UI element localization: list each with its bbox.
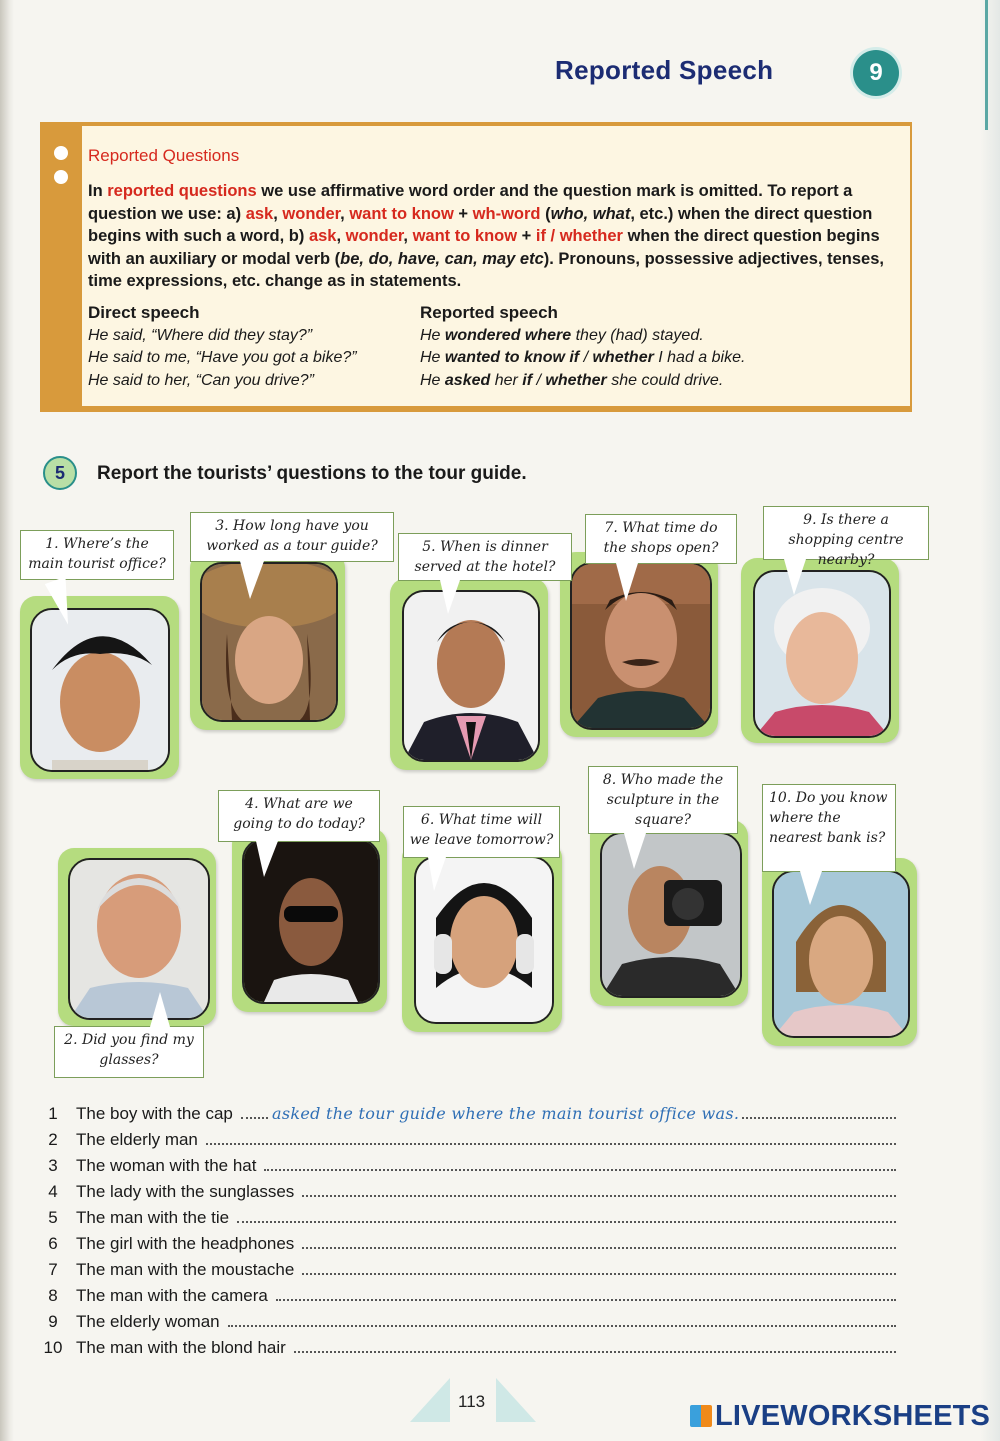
text-run: + [453, 204, 473, 223]
unit-number-badge: 9 [853, 50, 899, 96]
speech-bubble-5: 5. When is dinner served at the hotel? [398, 533, 572, 581]
text-run: if [522, 371, 533, 389]
speech-bubble-6: 6. What time will we leave tomorrow? [403, 806, 560, 858]
row-number: 3 [48, 1156, 58, 1175]
text-run: wondered where [444, 326, 572, 344]
elderly-woman-photo [753, 570, 891, 738]
text-run: , [403, 227, 413, 246]
row-label: The man with the moustache [76, 1260, 295, 1279]
book-spine-shadow [0, 0, 14, 1441]
text-run: / [532, 371, 546, 389]
row-number: 5 [48, 1208, 58, 1227]
text-run: whether [545, 371, 607, 389]
answer-row [40, 1124, 896, 1150]
speech-bubble-4: 4. What are we going to do today? [218, 790, 380, 842]
reported-speech-example [420, 347, 745, 370]
grammar-explanation [88, 180, 898, 293]
text-run: He [420, 371, 445, 389]
man-with-tie-photo [402, 590, 540, 762]
photo-frame-woman-hat [190, 552, 345, 730]
page-number: 113 [458, 1392, 486, 1411]
speech-bubble-1: 1. Where’s the main tourist office? [20, 530, 174, 580]
row-label: The man with the camera [76, 1286, 268, 1305]
speech-bubble-10: 10. Do you know where the nearest bank is? [762, 784, 896, 872]
text-run: wonder [345, 227, 404, 246]
text-run: wanted to know if [444, 349, 580, 366]
row-label: The elderly man [76, 1130, 198, 1149]
direct-speech-example: He said to her, “Can you drive?” [88, 371, 314, 389]
text-run: reported questions [107, 182, 257, 200]
text-run: be, do, have, can, may etc [340, 249, 544, 268]
row-label: The lady with the sunglasses [76, 1182, 295, 1201]
text-run: , etc.) when the direct question begins with such a word, b) [88, 204, 873, 246]
answer-input[interactable] [302, 1263, 896, 1275]
direct-speech-example: He said to me, “Have you got a bike?” [88, 349, 357, 366]
speech-bubble-8: 8. Who made the sculpture in the square? [588, 766, 738, 834]
text-run: want to know [349, 204, 454, 223]
woman-with-hat-photo [200, 562, 338, 722]
speech-bubble-tail [616, 563, 638, 601]
text-run: ask [245, 204, 274, 223]
speech-bubble-tail [440, 580, 460, 614]
speech-bubble-tail [240, 561, 264, 599]
speech-bubble-tail [428, 857, 446, 891]
text-run: if / whether [535, 227, 623, 246]
text-run: when the direct question begins with an auxiliary or modal verb ( [88, 227, 880, 268]
reported-speech-example [420, 325, 745, 348]
grammar-panel [82, 126, 910, 406]
text-run: asked [444, 371, 491, 389]
answer-row [40, 1176, 896, 1202]
text-run: who, what [550, 204, 631, 223]
man-with-blond-hair-photo [772, 870, 910, 1038]
answer-input[interactable] [264, 1159, 896, 1171]
liveworksheets-logo [690, 1400, 990, 1433]
text-run: , [273, 204, 283, 223]
text-run: they (had) stayed. [571, 326, 704, 344]
exercise-instruction: Report the tourists’ questions to the tour guide. [97, 463, 527, 484]
answer-input[interactable] [237, 1211, 896, 1223]
row-label: The man with the blond hair [76, 1338, 286, 1357]
text-run: whether [592, 349, 654, 366]
row-label: The man with the tie [76, 1208, 230, 1227]
answer-row [40, 1332, 896, 1358]
liveworksheets-icon [690, 1405, 712, 1427]
answer-row [40, 1098, 896, 1124]
speech-bubble-tail [150, 992, 170, 1027]
answer-row [40, 1228, 896, 1254]
text-run: , [336, 227, 346, 246]
photo-frame-man-tie [390, 578, 548, 770]
answer-example-text: asked the tour guide where the main tourist office was. [272, 1104, 740, 1123]
speech-bubble-tail [784, 559, 806, 595]
speech-bubble-tail [256, 841, 278, 877]
page-edge [980, 0, 1000, 1441]
photo-frame-girl-headphones [402, 842, 562, 1032]
answer-input[interactable] [302, 1185, 896, 1197]
speech-bubble-9: 9. Is there a shopping centre nearby? [763, 506, 929, 560]
text-run: wonder [282, 204, 341, 223]
row-number: 9 [48, 1312, 58, 1331]
row-number: 1 [48, 1104, 58, 1123]
text-run: wh-word [472, 204, 541, 223]
row-label: The girl with the headphones [76, 1234, 295, 1253]
photo-frame-elderly-man [58, 848, 216, 1026]
text-run: ). Pronouns, possessive adjectives, tenses, time expressions, etc. change as in statements. [88, 249, 884, 291]
answer-row [40, 1202, 896, 1228]
bullet-icon [54, 146, 68, 160]
answer-row [40, 1150, 896, 1176]
photo-frame-boy [20, 596, 179, 779]
speech-bubble-7: 7. What time do the shops open? [585, 514, 737, 564]
page-title: Reported Speech [555, 55, 774, 85]
row-label: The woman with the hat [76, 1156, 257, 1175]
answer-input[interactable] [294, 1341, 896, 1353]
photo-frame-man-camera [590, 820, 748, 1006]
direct-speech-example: He said, “Where did they stay?” [88, 326, 313, 344]
row-number: 6 [48, 1234, 58, 1253]
text-run: / [579, 349, 593, 366]
speech-bubble-tail [800, 871, 822, 905]
row-number: 4 [48, 1182, 58, 1201]
text-run: He [420, 326, 445, 344]
man-with-moustache-photo [570, 562, 712, 730]
answer-row [40, 1254, 896, 1280]
row-label: The boy with the cap [76, 1104, 233, 1123]
grammar-heading: Reported Questions [88, 146, 240, 165]
row-number: 10 [43, 1338, 63, 1357]
photo-frame-elderly-woman [741, 558, 899, 743]
answer-input[interactable] [228, 1315, 896, 1327]
answer-input[interactable] [206, 1133, 896, 1145]
photo-frame-man-blond [762, 858, 917, 1046]
reported-speech-example [420, 370, 745, 393]
reported-speech-column [420, 302, 745, 392]
text-run: she could drive. [606, 371, 724, 389]
answer-row [40, 1306, 896, 1332]
exercise-number-badge: 5 [43, 456, 77, 490]
direct-speech-heading: Direct speech [88, 303, 200, 322]
answer-list [40, 1098, 896, 1358]
row-label: The elderly woman [76, 1312, 220, 1331]
row-number: 8 [48, 1286, 58, 1305]
boy-with-cap-photo [30, 608, 170, 772]
reported-speech-heading: Reported speech [420, 303, 558, 322]
grammar-box [40, 122, 912, 412]
text-run: I had a bike. [653, 349, 746, 366]
speech-bubble-3: 3. How long have you worked as a tour guide? [190, 512, 394, 562]
page-edge-accent [985, 0, 988, 130]
man-with-camera-photo [600, 832, 742, 998]
answer-input[interactable] [276, 1289, 896, 1301]
row-number: 2 [48, 1130, 58, 1149]
text-run: we use affirmative word order and the question mark is omitted. To report a question we use: a) [88, 182, 853, 223]
elderly-man-photo [68, 858, 210, 1020]
bullet-icon [54, 170, 68, 184]
text-run: ask [308, 227, 337, 246]
row-number: 7 [48, 1260, 58, 1279]
answer-input[interactable] [302, 1237, 896, 1249]
text-run: want to know [412, 227, 518, 246]
brand-name: LIVEWORKSHEETS [715, 1400, 991, 1432]
speech-bubble-2: 2. Did you find my glasses? [54, 1026, 204, 1078]
direct-speech-column [88, 302, 357, 392]
text-run: her [490, 371, 523, 389]
text-run: He [420, 349, 445, 366]
answer-row [40, 1280, 896, 1306]
text-run: ( [540, 204, 551, 223]
text-run: , [340, 204, 350, 223]
photo-frame-man-moustache [560, 552, 718, 737]
text-run: + [517, 227, 536, 246]
speech-bubble-tail [624, 833, 646, 869]
text-run: In [88, 182, 108, 200]
